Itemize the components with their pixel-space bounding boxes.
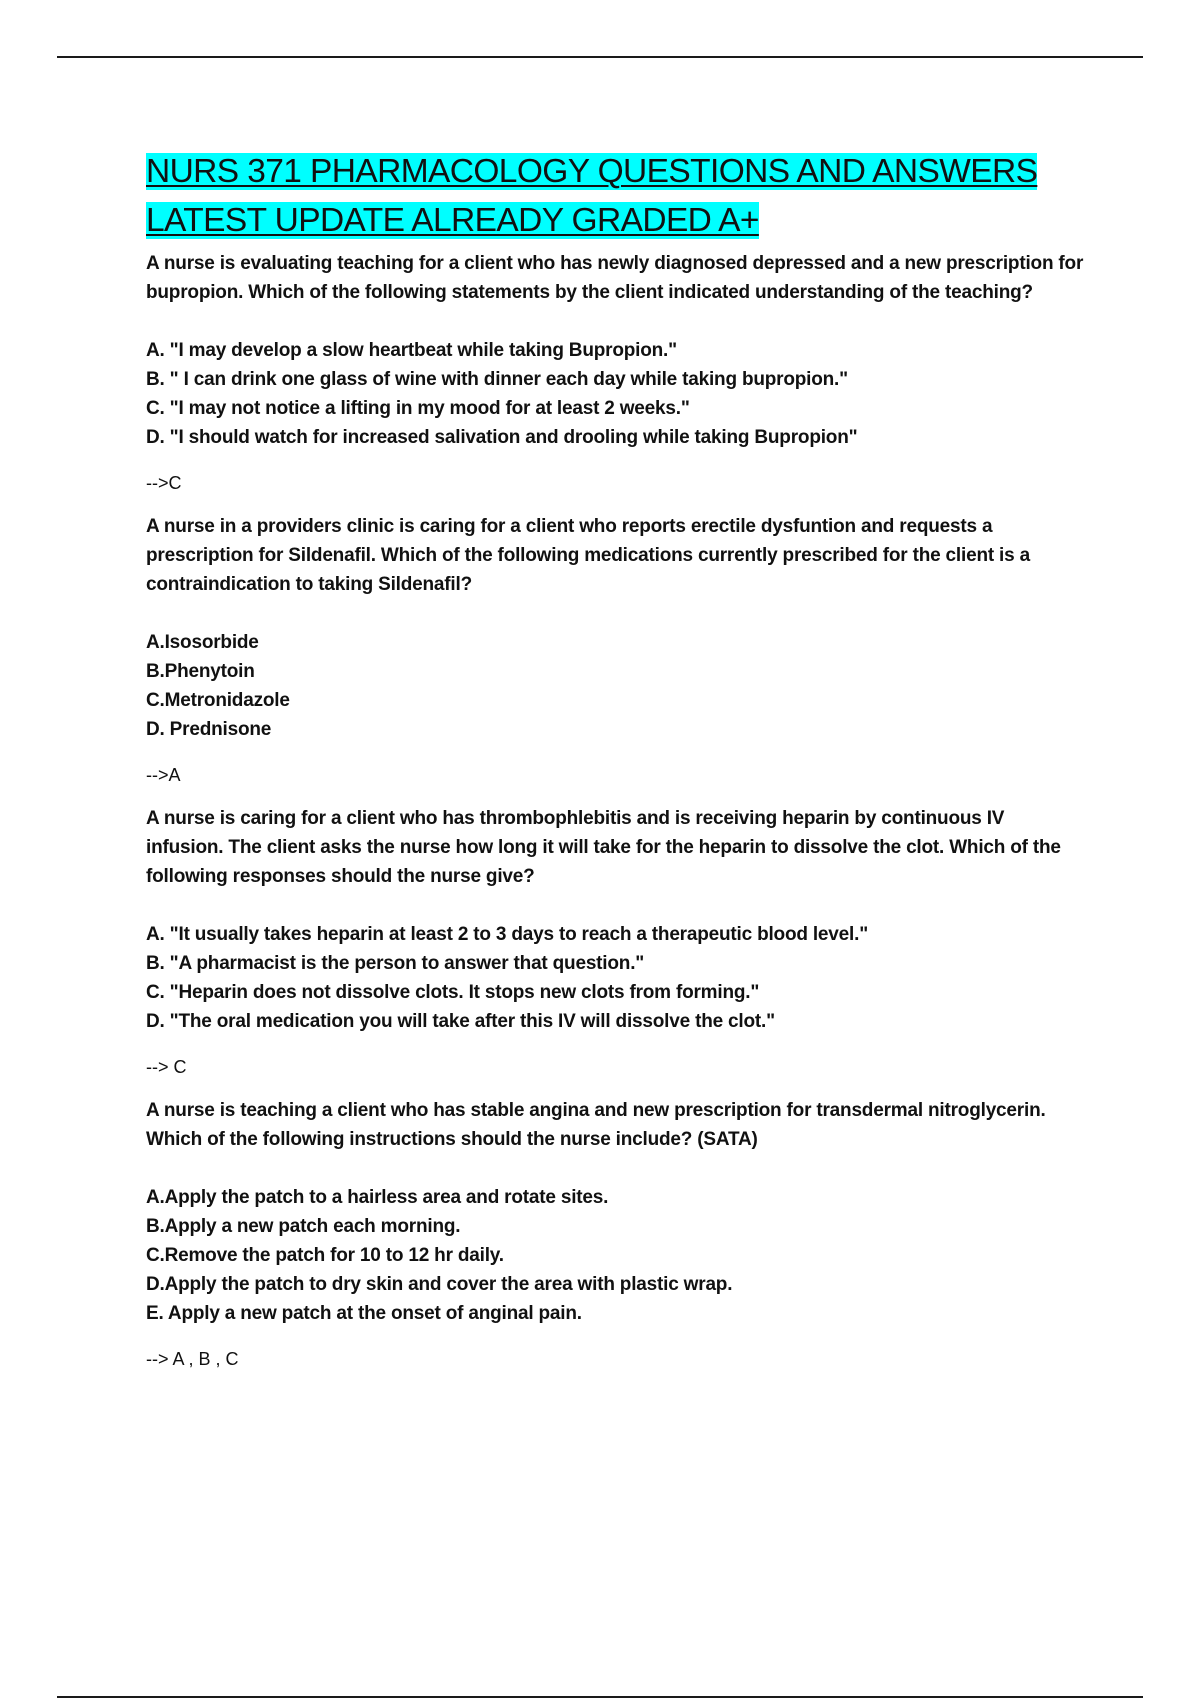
question-block-4 (146, 1096, 1086, 1374)
option-list (146, 336, 1086, 452)
option-d: D.Apply the patch to dry skin and cover the area with plastic wrap. (146, 1274, 733, 1295)
question-text: A nurse in a providers clinic is caring for a client who reports erectile dysfuntion and requests a prescription for Sildenafil. Which of the following medications currently prescribed for the client is a contraindication to taking Sildenafil? (146, 516, 1030, 595)
title-line-2: LATEST UPDATE ALREADY GRADED A+ (146, 202, 759, 239)
question-text: A nurse is evaluating teaching for a client who has newly diagnosed depressed and a new prescription for bupropion. Which of the following statements by the client indicated understanding of the teaching? (146, 253, 1084, 303)
question-text: A nurse is caring for a client who has thrombophlebitis and is receiving heparin by continuous IV infusion. The client asks the nurse how long it will take for the heparin to dissolve the clot. Which of the following responses should the nurse give? (146, 808, 1061, 887)
answer-key: -->A (146, 765, 181, 785)
answer-key: --> C (146, 1057, 187, 1077)
option-a: A. "I may develop a slow heartbeat while taking Bupropion." (146, 340, 677, 361)
option-d: D. Prednisone (146, 719, 272, 740)
option-c: C.Metronidazole (146, 690, 290, 711)
option-d: D. "The oral medication you will take after this IV will dissolve the clot." (146, 1011, 775, 1032)
document-body (146, 147, 1086, 1388)
option-list (146, 1183, 1086, 1328)
document-title (146, 147, 1086, 245)
option-list (146, 920, 1086, 1036)
question-block-1 (146, 249, 1086, 498)
answer-key: --> A , B , C (146, 1349, 239, 1369)
top-rule (57, 56, 1143, 58)
option-b: B.Phenytoin (146, 661, 255, 682)
question-block-3 (146, 804, 1086, 1082)
question-block-2 (146, 512, 1086, 790)
bottom-rule (57, 1696, 1143, 1698)
option-list (146, 628, 1086, 744)
question-text: A nurse is teaching a client who has stable angina and new prescription for transdermal nitroglycerin. Which of the following instructions should the nurse include? (SATA) (146, 1100, 1046, 1150)
option-b: B. "A pharmacist is the person to answer that question." (146, 953, 645, 974)
option-c: C. "Heparin does not dissolve clots. It stops new clots from forming." (146, 982, 760, 1003)
answer-key: -->C (146, 473, 182, 493)
option-a: A.Isosorbide (146, 632, 259, 653)
option-b: B.Apply a new patch each morning. (146, 1216, 461, 1237)
option-c: C. "I may not notice a lifting in my mood for at least 2 weeks." (146, 398, 690, 419)
option-e: E. Apply a new patch at the onset of anginal pain. (146, 1303, 582, 1324)
option-c: C.Remove the patch for 10 to 12 hr daily. (146, 1245, 504, 1266)
option-a: A.Apply the patch to a hairless area and rotate sites. (146, 1187, 609, 1208)
option-d: D. "I should watch for increased salivation and drooling while taking Bupropion" (146, 427, 858, 448)
title-line-1: NURS 371 PHARMACOLOGY QUESTIONS AND ANSWERS (146, 153, 1038, 190)
option-b: B. " I can drink one glass of wine with dinner each day while taking bupropion." (146, 369, 848, 390)
option-a: A. "It usually takes heparin at least 2 to 3 days to reach a therapeutic blood level." (146, 924, 869, 945)
